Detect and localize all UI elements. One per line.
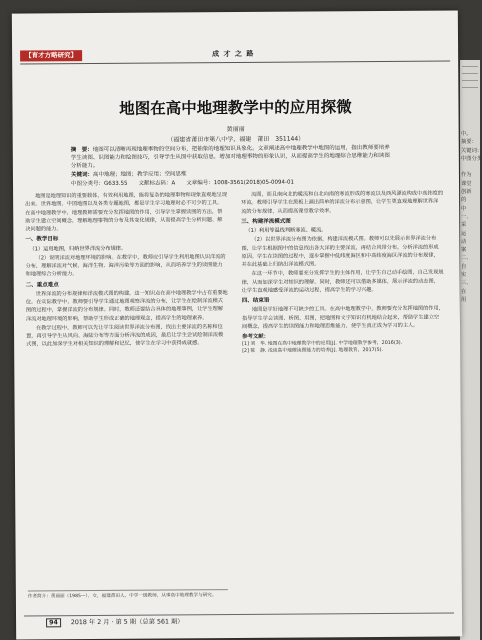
reference-item: [1] 刘 华. 地图在高中地理教学中的应用[J]. 中学地理教学参考，2016(3). bbox=[242, 340, 403, 347]
sliver-line: 中图分类 bbox=[461, 155, 482, 162]
section-heading: 二、重点难点 bbox=[25, 281, 59, 288]
sliver-line: 用 bbox=[461, 296, 467, 303]
section-heading: 一、教学目标 bbox=[25, 236, 59, 243]
page-number: 94 bbox=[46, 618, 61, 627]
body-paragraph: 地图是学好地理不可缺少的工具。在高中地理教学中，教师要充分发挥地图的作用，指导学生学会读图、析图、用图，把地图和文字知识有机地结合起来，帮助学生建立空间概念，提高学生的读图能力和地理思维能力，使学生真正成为学习的主人。 bbox=[241, 305, 444, 330]
body-paragraph: 地图是地理知识的重要载体，有效利用地图，能将复杂的地理事物和现象直观地呈现出来。世界地图、中国地图以及各类专题地图，都是学生学习地理时必不可少的工具。在高中地理教学中，地理教师需要充分发挥地图的作用，引导学生掌握读图的方法，帮助学生建立空间概念，理解地理事物的分布及其变化规律，从而提高学生分析问题、解决问题的能力。 bbox=[25, 192, 228, 233]
issue-info: 2018 年 2 月 · 第 5 期（总第 561 期） bbox=[70, 618, 184, 627]
body-paragraph: 在教学过程中，教师可以先让学生阅读世界洋流分布图，找出主要洋流的名称和位置，再引导学生从风向、海陆分布等方面分析洋流的成因，最后让学生尝试绘制洋流模式图，以此加深学生对相关知识的理解和记忆，使学生在学习中获得成就感。 bbox=[26, 323, 224, 348]
body-paragraph: 在这一环节中，教师要充分发挥学生的主体作用，让学生自己动手绘图，自己发现规律，从而加深学生对知识的理解。同时，教师还可以借助多媒体，展示洋流的动态图，让学生直观地感受洋流的运动过程，提高学生的学习兴趣。 bbox=[241, 269, 444, 294]
classification-meta: 中图分类号：G633.55 文献标志码：A 文章编号：1008-3561(2018)05-0094-01 bbox=[70, 179, 295, 187]
keywords-text: 高中地理；地图；教学应用；空间思维 bbox=[92, 170, 187, 178]
sliver-line: 关键词： bbox=[461, 147, 482, 154]
header-rule bbox=[20, 61, 450, 65]
sliver-line: 三、 bbox=[461, 280, 472, 287]
sliver-line: 二、 bbox=[461, 255, 472, 262]
article-author: 黄丽丽 bbox=[226, 125, 245, 134]
sliver-line: 课堂 bbox=[461, 180, 472, 187]
running-header: 成 才 之 路 bbox=[212, 49, 255, 59]
author-footnote: 作者简介：黄丽丽（1985—），女，福建莆田人，中学一级教师，从事高中地理教学与研究。 bbox=[28, 589, 228, 601]
body-paragraph: 世界洋流的分布规律和洋流模式图的构建，这一知识点在高中地理教学中占有重要地位。在实际教学中，教师要引导学生通过地图观察洋流的分布，让学生在绘制洋流模式图的过程中，掌握洋流的分布规律。同时，教师还要结合具体的地理事例，让学生理解洋流对地理环境的影响，帮助学生形成正确的地理观念，提高学生的地理素养。 bbox=[25, 289, 228, 322]
footer bbox=[46, 616, 184, 626]
body-paragraph: （2）以世界洋流分布图为依据，构建洋流模式图。教师可以先展示世界洋流分布图，让学生根据图中的信息找出各大洋的主要洋流，再结合风带分布，分析洋流的形成原因。学生在读图的过程中，逐步掌握中低纬度海区和中高纬度海区洋流的分布规律，并在此基础上归纳出洋流模式图。 bbox=[241, 235, 439, 268]
section-tag: 【育才方略研究】 bbox=[20, 50, 82, 61]
body-paragraph: （2）说明洋流对地理环境的影响。在教学中，教师应引导学生利用地图认识洋流的分布，理解洋流对气候、海洋生物、海洋污染等方面的影响，从而培养学生的读图能力和地理综合分析能力。 bbox=[25, 253, 226, 278]
article-title: 地图在高中地理教学中的应用探微 bbox=[119, 97, 352, 118]
keywords-label: 关键词： bbox=[70, 171, 93, 178]
sliver-line: 摘要： bbox=[461, 139, 477, 146]
sliver-line: 中 bbox=[461, 205, 467, 212]
abstract-text: 地图可以清晰再现地理事物的空间分布，把抽象的地理知识具象化。文章阐述高中地理教学中地图的运用，指出教师要培养学生读图、识图能力和绘图技巧，引导学生从图中获取信息，增加对地理事物的形象认识，从而提高学生的地理综合思维能力和读图分析能力。 bbox=[70, 144, 390, 170]
sliver-line: 创新 bbox=[461, 189, 472, 196]
references-label: 参考文献： bbox=[242, 333, 270, 340]
article-affiliation: （福建省莆田市第八中学，福建 莆田 351144） bbox=[167, 135, 305, 144]
section-heading: 三、构建洋流模式图 bbox=[241, 218, 291, 225]
abstract-block bbox=[71, 144, 391, 188]
sliver-line: 的 bbox=[461, 197, 467, 204]
body-paragraph: 流图，而且南向北的暖流和自北向南的寒流形成的寒流以及西风漂流构成中高纬度的环流。教师引导学生在黑板上画出简单的洋流分布示意图，让学生更直观地理解世界洋流的分布规律，从而提高课堂教学效率。 bbox=[241, 190, 444, 215]
abstract-label: 摘 要： bbox=[70, 147, 93, 154]
subsection-item: （1）利用等温线判断寒流、暖流。 bbox=[245, 227, 327, 234]
subsection-item: （1）运用地图，归纳世界洋流分布规律。 bbox=[29, 245, 127, 252]
section-heading: 四、结束语 bbox=[241, 297, 270, 304]
sliver-line: 实 bbox=[461, 272, 467, 279]
sliver-line: 一、 bbox=[461, 213, 472, 220]
magazine-page bbox=[12, 10, 462, 639]
sliver-line: 动 bbox=[461, 238, 467, 245]
left-column bbox=[25, 191, 228, 350]
reference-item: [2] 陈 静. 浅谈高中地理读图能力的培养[J]. 地理教育，2017(5). bbox=[242, 347, 384, 354]
sliver-line: 作为 bbox=[461, 172, 472, 179]
sliver-line: 中。 bbox=[461, 131, 472, 137]
right-column bbox=[241, 190, 444, 355]
sliver-line: 案 bbox=[461, 247, 467, 254]
sliver-line: 自 bbox=[461, 263, 467, 270]
sliver-line: 采 bbox=[461, 222, 467, 229]
sliver-line bbox=[461, 163, 480, 171]
next-page-sliver bbox=[461, 130, 480, 304]
sliver-line: 在 bbox=[461, 288, 467, 295]
footer-rule bbox=[24, 612, 454, 616]
sliver-line: 运 bbox=[461, 230, 467, 237]
references bbox=[242, 333, 444, 355]
